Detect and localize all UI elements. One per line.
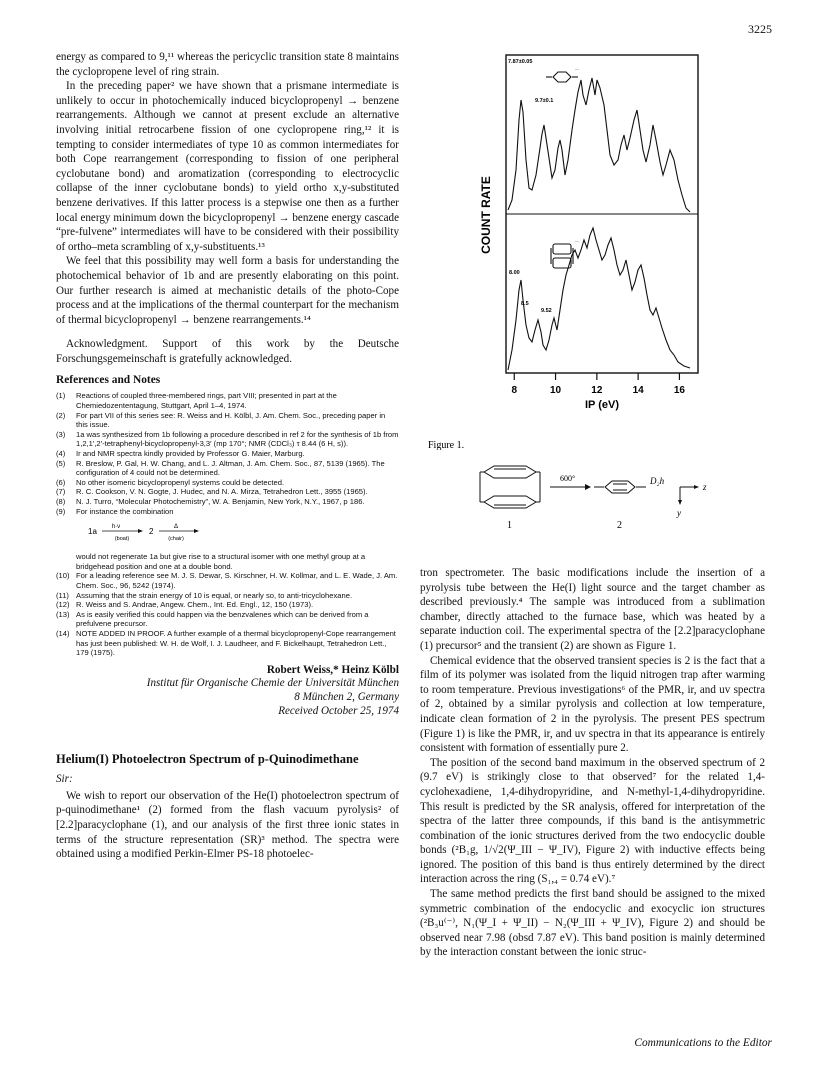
paragraph: We feel that this possibility may well form a basis for understanding the photochemical behavior of 1b and are presently elaborating on this point. Our further research is aimed at mechanistic details of the photo-Cope process and at the implications of the thermal counterpart for the mechanism of thermal bicyclopropenyl → benzene rearrangements.¹⁴	[56, 255, 399, 326]
references-heading: References and Notes	[56, 374, 161, 387]
reference-number: (14)	[56, 628, 70, 638]
peak-label: 7.87±0.05	[508, 59, 533, 65]
reference-text: Assuming that the strain energy of 10 is equal, or nearly so, to anti-tricyclohexane.	[76, 590, 353, 600]
reference-item	[56, 449, 399, 459]
received-date: Received October 25, 1974	[278, 704, 399, 717]
arrow1-bottom: (boat)	[114, 536, 130, 543]
compound-2-label: 2	[617, 520, 622, 531]
references-list-cont	[56, 552, 399, 658]
x-tick-label: 10	[549, 385, 562, 396]
reference-item	[56, 497, 399, 507]
reference-number: (6)	[56, 477, 66, 487]
right-column	[420, 566, 765, 960]
figure-2-scheme	[470, 462, 740, 552]
reference-text: As is easily verified this could happen via the benzvalenes which can be derived from a prefulvene precursor.	[76, 609, 369, 629]
salutation: Sir:	[56, 772, 73, 785]
x-tick-label: 12	[591, 385, 603, 396]
reference-number: (10)	[56, 571, 70, 581]
article-title: Helium(I) Photoelectron Spectrum of p-Quinodimethane	[56, 751, 359, 766]
figure-caption: Figure 1.	[428, 440, 465, 450]
paragraph: Chemical evidence that the observed transient species is 2 is the fact that a film of its polymer was isolated from the liquid nitrogen trap after warming to room temperature. Previous investigations⁶ of the PMR, ir, and uv spectra of 2, obtained by a similar pyrolysis and collection at low temperature, indicate clean formation of 2 in the pyrolysis. The present PES spectrum (Figure 1) is like the PMR, ir, and uv spectra in that its appearance is entirely consistent with formation of essentially pure 2.	[420, 654, 765, 755]
svg-text:··: ··	[575, 67, 579, 73]
reference-item	[56, 610, 399, 629]
reference-item	[56, 478, 399, 488]
reference-item	[56, 430, 399, 449]
references-list	[56, 391, 399, 516]
reference-text: R. C. Cookson, V. N. Gogte, J. Hudec, and N. A. Mirza, Tetrahedron Lett., 3955 (1965).	[76, 487, 368, 497]
affiliation-line: 8 München 2, Germany	[294, 690, 399, 703]
reference-number: (1)	[56, 391, 66, 401]
left-column	[56, 50, 399, 862]
section-footer: Communications to the Editor	[634, 1037, 772, 1049]
paragraph: In the preceding paper² we have shown that a prismane intermediate is unlikely to occur in photochemically induced bicyclopropenyl → benzene rearrangements. Although we cannot at present exclude an alternative involving initial retrocarbene fission of one cyclopropene ring,¹² it is tempting to consider intermediates of type 10 as common intermediates for both Cope rearrangement (corresponding to fission of one peripheral cyclobutane bond) and aromatization (corresponding to electrocyclic collapse of the inner cyclobutane bonds) to yield ortho x,y-substituted benzene derivatives. If this latter process is a stepwise one then as a further local energy minimum down the bicyclopropenyl → benzene energy cascade “pre-fulvene” intermediates will have to be considered with their possibility of ortho–meta scrambling of x,y-substituents.¹³	[56, 80, 399, 253]
scheme-start: 1a	[88, 527, 97, 537]
reference-text: For a leading reference see M. J. S. Dewar, S. Kirschner, H. W. Kollmar, and L. E. Wade, J. Am. Chem. Soc., 96, 5242 (1974).	[76, 571, 398, 590]
reference-text: R. Weiss and S. Andrae, Angew. Chem., Int. Ed. Engl., 12, 150 (1973).	[76, 600, 314, 610]
figure-1	[422, 50, 767, 450]
reference-text: N. J. Turro, “Molecular Photochemistry”, W. A. Benjamin, New York, N.Y., 1967, p 186.	[76, 497, 365, 506]
paragraph: tron spectrometer. The basic modifications include the insertion of a pyrolysis tube between the He(I) light source and the target chamber as described previously.⁴ The sample was introduced from a sublimation chamber, directly attached to the furnace base, which was heated by a separate induction coil. The experimental spectra of the [2.2]paracyclophane (1) precursor⁵ and the transient (2) are shown as Figure 1.	[420, 567, 765, 652]
reference-item	[56, 591, 399, 601]
reference-number: (7)	[56, 487, 66, 497]
axis-z: z	[703, 482, 707, 492]
svg-text:··: ··	[575, 239, 579, 245]
reference-number: (4)	[56, 449, 66, 459]
peak-label: 8.5	[521, 301, 529, 307]
x-tick-label: 16	[673, 385, 685, 396]
x-tick-label: 14	[632, 385, 644, 396]
reference-text: For instance the combination	[76, 506, 174, 516]
reference-item	[56, 391, 399, 410]
axis-y: y	[677, 508, 681, 518]
paragraph: energy as compared to 9,¹¹ whereas the pericyclic transition state 8 maintains the cyclopropene level of ring strain.	[56, 51, 399, 78]
reference-number: (12)	[56, 600, 70, 610]
reference-text: For part VII of this series see: R. Weiss and H. Kölbl, J. Am. Chem. Soc., preceding paper in this issue.	[76, 410, 386, 430]
reference-text: NOTE ADDED IN PROOF. A further example of a thermal bicyclopropenyl-Cope rearrangement has just been published: W. H. de Wolf, I. J. Laudheer, and F. Bickelhaupt, Tetrahedron Lett., 179 (1975).	[76, 628, 396, 658]
x-axis-label: IP (eV)	[584, 399, 620, 411]
reference-item	[56, 411, 399, 430]
reference-item	[56, 629, 399, 658]
reference-item	[56, 600, 399, 610]
peak-label: 9.52	[541, 308, 552, 314]
paragraph: The same method predicts the first band should be assigned to the mixed symmetric combination of the endocyclic and exocyclic ion structures (²B₃u⁽⁻⁾, N₁(Ψ_I + Ψ_II) − N₂(Ψ_III + Ψ_IV), Figure 2) and should be observed near 7.98 (obsd 7.87 eV). This band position is mainly determined by the interaction constant between the ionic struc-	[420, 888, 765, 959]
scheme-middle: 2	[149, 527, 154, 537]
reference-item	[56, 552, 399, 571]
reference-text: 1a was synthesized from 1b following a procedure described in ref 2 for the synthesis of 1b from 1,2,1′,2′-tetraphenyl-bicyclopropenyl-3,3′ (mp 170°; NMR (CDCl₃) τ 8.44 (6 H, s)).	[76, 429, 399, 449]
peak-label: 9.7±0.1	[535, 98, 554, 104]
paragraph: We wish to report our observation of the He(I) photoelectron spectrum of p-quinodimethane¹ (2) formed from the flash vacuum pyrolysis² of [2.2]paracyclophane (1), and our analysis of the first three ionic states in terms of the structure representation (SR)³ method. The spectra were obtained using a modified Perkin-Elmer PS-18 photoelec-	[56, 789, 399, 861]
paragraph: The position of the second band maximum in the observed spectrum of 2 (9.7 eV) is strikingly close to that observed⁷ for the related 1,4-cyclohexadiene, 1,4-dihydropyridine, and N-methyl-1,4-dihydropyridine. This result is predicted by the SR analysis, offered for interpretation of the spectra of the latter three compounds, if this band is the antisymmetric combination of the ionic structures derived from the two endocyclic double bonds (²B₁g, 1/√2(Ψ_III − Ψ_IV), Figure 2) with inductive effects being ignored. The position of this band is thus entirely determined by the direct interaction across the ring (S₁,₄ = 0.74 eV).⁷	[420, 756, 765, 886]
y-axis-label: COUNT RATE	[479, 176, 493, 254]
reference-item	[56, 507, 399, 517]
scheme-arrows	[86, 520, 266, 542]
affiliation-line: Institut für Organische Chemie der Universität München	[146, 676, 399, 689]
arrow1-top: h·ν	[111, 524, 121, 531]
reference-text: No other isomeric bicyclopropenyl systems could be detected.	[76, 477, 285, 487]
symmetry-label: D₂h	[650, 476, 665, 486]
reference-text: Ir and NMR spectra kindly provided by Professor G. Maier, Marburg.	[76, 449, 305, 459]
reference-item	[56, 487, 399, 497]
reference-number: (2)	[56, 410, 66, 420]
reference-item	[56, 459, 399, 478]
x-axis-ticks	[511, 373, 685, 396]
reference-number: (3)	[56, 429, 66, 439]
reference-item	[56, 571, 399, 590]
reference-number: (8)	[56, 497, 66, 506]
acknowledgment: Acknowledgment. Support of this work by the Deutsche Forschungsgemeinschaft is gratefully acknowledged.	[56, 338, 399, 365]
page-number: 3225	[748, 22, 772, 36]
reference-text: would not regenerate 1a but give rise to a structural isomer with one methyl group at a bridgehead position and one at a double bond.	[76, 552, 366, 571]
x-tick-label: 8	[511, 385, 518, 396]
reference-number: (11)	[56, 590, 69, 600]
compound-1-label: 1	[507, 520, 512, 531]
inline-scheme	[86, 520, 399, 544]
reference-number: (9)	[56, 506, 66, 516]
arrow2-top: Δ	[173, 524, 179, 531]
reference-number: (13)	[56, 609, 70, 619]
arrow2-bottom: (chair)	[168, 536, 184, 543]
peak-label: 8.00	[509, 270, 520, 276]
arrow-label: 600°	[560, 474, 576, 483]
reference-text: Reactions of coupled three-membered rings, part VIII; presented in part at the Chemiedozententagung, Stuttgart, April 1–4, 1974.	[76, 391, 337, 411]
authors: Robert Weiss,* Heinz Kölbl	[266, 663, 399, 676]
reference-number: (5)	[56, 458, 66, 468]
reference-text: R. Breslow, P. Gal, H. W. Chang, and L. J. Altman, J. Am. Chem. Soc., 87, 5139 (1965). The configuration of 4 could not be determined.	[76, 458, 385, 478]
